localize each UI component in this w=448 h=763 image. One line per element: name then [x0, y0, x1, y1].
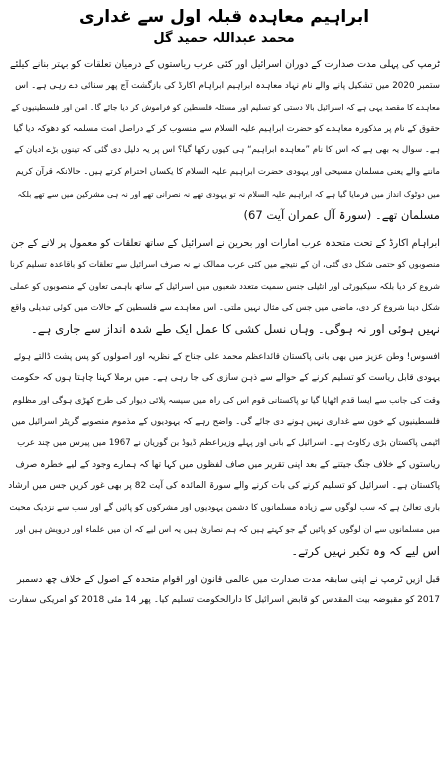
text-line: اس لیے کہ وہ تکبر نہیں کرتے۔: [291, 544, 440, 559]
text-line: حقوق کے نام پر مذکورہ معاہدے کو حضرت ابراہیم علیہ السلام سے منسوب کر کے دراصل امت مسلمہ کو دھوکہ دیا گیا: [13, 123, 440, 134]
text-line: معاہدے کا مقصد یہی ہے کہ اسرائیل بالا دستی کو تسلیم اور مسئلہ فلسطین کو فراموش کر دیا جائے گا۔ امن اور فلسطینیوں کے: [11, 103, 440, 113]
text-line: افسوس! وطن عزیز میں بھی بانی پاکستان قائداعظم محمد علی جناح کے نظریہ اور اصولوں کو پس پشت ڈالتے ہوئے: [13, 351, 440, 362]
text-line: ماننے والے یعنی مسلمان مسیحی اور یہودی حضرت ابراہیم علیہ السلام کا یکساں احترام کرتے ہیں۔ حالانکہ قرآن کریم: [15, 166, 440, 177]
text-line: 2017 کو مقبوضہ بیت المقدس کو قابض اسرائیل کا دارالحکومت تسلیم کیا۔ پھر 14 مئی 2018 کو امریکی سفارت: [8, 595, 440, 606]
text-line: شروع کر دیا بلکہ سیکیورٹی اور انٹیلی جنس سمیت متعدد شعبوں میں اسرائیل کے ساتھ باہمی تعاون کے منصوبوں کو عملی: [9, 280, 440, 291]
text-line: وقت کی جانب سے ایسا قدم اٹھایا گیا تو پاکستانی قوم اس کی راہ میں سیسہ پلائی دیوار کی طرح کھڑی ہوگی اور مظلوم: [12, 394, 440, 405]
text-line: منصوبوں کو حتمی شکل دی گئی، ان کے نتیجے میں کئی عرب ممالک نے نہ صرف اسرائیل سے تعلقات کو باقاعدہ تسلیم کرنا: [9, 259, 440, 270]
article-author: محمد عبداللہ حمید گل: [153, 31, 295, 46]
article-title: ابراہیم معاہدہ قبلہ اول سے غداری: [78, 7, 370, 27]
text-line: ہے۔ سوال یہ بھی ہے کہ اس کا نام ”معاہدہ ابراہیم“ ہی کیوں رکھا گیا؟ اس پر یہ دلیل دی گئی کہ تینوں بڑے ادیان کے: [14, 145, 440, 156]
paragraph: [8, 54, 440, 227]
text-line: مسلمان تھے۔ (سورۃ آل عمران آیت 67): [243, 208, 440, 223]
text-line: ریاستوں کے خلاف جنگ جیتنے کے بعد اپنی تقریر میں صاف لفظوں میں کہا تھا کہ ہمارے وجود کے لیے خطرہ صرف: [15, 459, 440, 470]
article-body: [8, 54, 440, 612]
paragraph: [8, 233, 440, 341]
text-line: ابراہام اکارڈ کے تحت متحدہ عرب امارات اور بحرین نے اسرائیل کے ساتھ تعلقات کو معمول پر لانے کے جن: [10, 237, 440, 249]
paragraph: [8, 569, 440, 612]
text-line: فلسطینیوں کے خون سے غداری نہیں ہونے دی جائے گی۔ واضح رہے کہ یہودیوں کے مذموم منصوبے گریٹر اسرائیل میں: [11, 416, 440, 427]
text-line: نہیں ہوئی اور نہ ہوگی۔ وہاں نسل کشی کا عمل ایک طے شدہ انداز سے جاری ہے۔: [31, 322, 440, 337]
text-line: ٹرمپ کی پہلی مدت صدارت کے دوران اسرائیل اور کئی عرب ریاستوں کے درمیان تعلقات کو بہتر بنانے کیلئے: [9, 59, 440, 70]
text-line: پاکستان ہے۔ اسرائیل کو تسلیم کرنے کی بات کرنے والے سورۃ المائدہ کی آیت 82 پر بھی غور کریں جس میں ارشاد: [8, 481, 440, 492]
text-line: باری تعالیٰ ہے کہ سب لوگوں سے زیادہ مسلمانوں کا دشمن یہودیوں اور مشرکوں کو پائیں گے اور سب سے نزدیک محبت: [9, 502, 440, 513]
text-line: شکل دینا شروع کر دی، ماضی میں جس کی مثال نہیں ملتی۔ اس معاہدے سے فلسطین کے حالات میں کوئی تبدیلی واقع: [10, 302, 440, 313]
text-line: ستمبر 2020 میں تشکیل پانے والے نام نہاد معاہدہ ابراہیم ابراہام اکارڈ کی بازگشت آج پھر سنائی دے رہی ہے۔ اس: [15, 80, 440, 91]
text-line: قبل ازیں ٹرمپ نے اپنی سابقہ مدت صدارت میں عالمی قانون اور اقوام متحدہ کے اصول کے خلاف چھ دسمبر: [17, 573, 440, 585]
text-line: اٹیمی پاکستان بڑی رکاوٹ ہے۔ اسرائیل کے بانی اور پہلے وزیراعظم ڈیوڈ بن گوریان نے 1967 میں پیرس میں چند عرب: [17, 438, 440, 449]
text-line: میں مسلمانوں سے ان لوگوں کو پائیں گے جو کہتے ہیں کہ ہم نصاریٰ ہیں یہ اس لیے کہ ان میں علماء اور درویش ہیں اور: [15, 524, 440, 535]
paragraph: [8, 347, 440, 563]
text-line: میں دوٹوک انداز میں فرمایا گیا ہے کہ ابراہیم علیہ السلام نہ تو یہودی تھے نہ نصرانی تھے اور نہ ہی مشرکین میں سے تھے بلکہ: [17, 189, 440, 199]
text-line: یہودی قابل ریاست کو تسلیم کرنے کے حوالے سے ذہن سازی کی جا رہی ہے۔ میں برملا کہنا چاہتا ہوں کہ حکومت: [10, 373, 440, 384]
